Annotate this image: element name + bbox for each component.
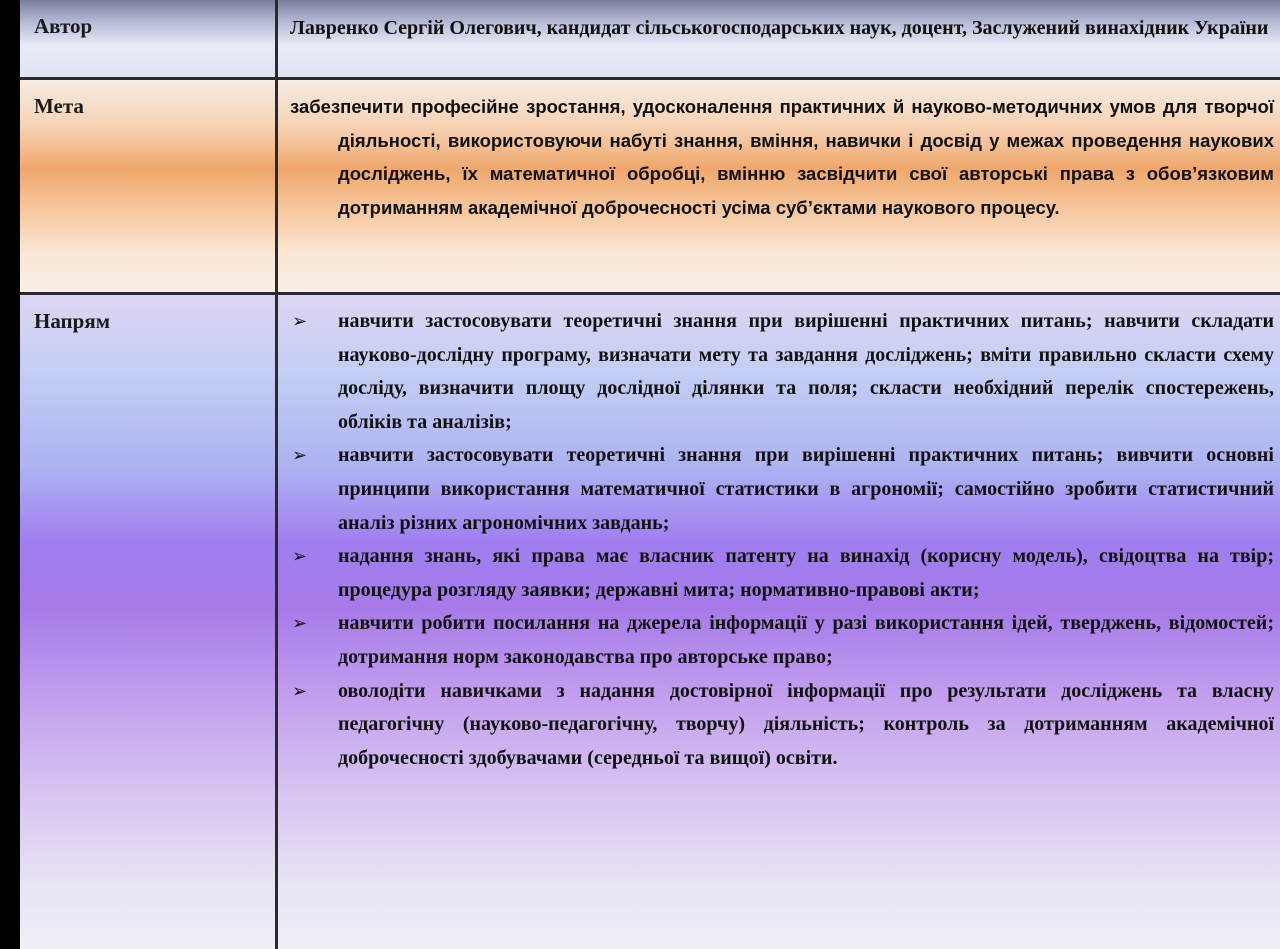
list-item-text: навчити застосовувати теоретичні знання при вирішенні практичних питань; вивчити основні принципи використання математичної статистики в агрономії; самостійно зробити статистичний аналіз різних агрономічних завдань; <box>338 444 1274 534</box>
row-goal <box>20 80 1280 295</box>
row-direction <box>20 295 1280 949</box>
author-label: Автор <box>34 14 93 38</box>
direction-list <box>290 305 1274 775</box>
list-item <box>290 305 1274 439</box>
list-item-text: оволодіти навичками з надання достовірної інформації про результати досліджень та власну педагогічну (науково-педагогічну, творчу) діяльність; контроль за дотриманням академічної доброчесності здобувачами (середньої та вищої) освіти. <box>338 679 1274 769</box>
slide-table <box>20 0 1280 949</box>
list-item-text: навчити робити посилання на джерела інформації у разі використання ідей, тверджень, відомостей; дотримання норм законодавства про авторське право; <box>338 612 1274 668</box>
goal-text: забезпечити професійне зростання, удосконалення практичних й науково-методичних умов для творчої діяльності, використовуючи набуті знання, вміння, навички і досвід у межах проведення наукових досліджень, їх математичної обробці, вмінню засвідчити свої авторські права з обов’язковим дотриманням академічної доброчесності усіма суб’єктами наукового процесу. <box>290 96 1274 218</box>
list-item-text: надання знань, які права має власник патенту на винахід (корисну модель), свідоцтва на твір; процедура розгляду заявки; державні мита; нормативно-правові акти; <box>338 545 1274 601</box>
list-item <box>290 439 1274 540</box>
arrow-bullet-icon: ➢ <box>292 613 308 635</box>
author-text: Лавренко Сергій Олегович, кандидат сільськогосподарських наук, доцент, Заслужений винахідник України <box>290 17 1269 39</box>
arrow-bullet-icon: ➢ <box>292 445 308 467</box>
arrow-bullet-icon: ➢ <box>292 311 308 332</box>
list-item <box>290 607 1274 674</box>
direction-label: Напрям <box>34 309 111 333</box>
goal-label: Мета <box>34 94 84 118</box>
arrow-bullet-icon: ➢ <box>292 680 308 702</box>
list-item-text: навчити застосовувати теоретичні знання при вирішенні практичних питань; навчити складати науково-дослідну програму, визначати мету та завдання досліджень; вміти правильно скласти схему досліду, визначити площу дослідної ділянки та поля; скласти необхідний перелік спостережень, обліків та аналізів; <box>338 310 1274 433</box>
list-item <box>290 675 1274 776</box>
column-divider <box>275 0 278 949</box>
row-author <box>20 0 1280 80</box>
list-item <box>290 540 1274 607</box>
arrow-bullet-icon: ➢ <box>292 546 308 568</box>
